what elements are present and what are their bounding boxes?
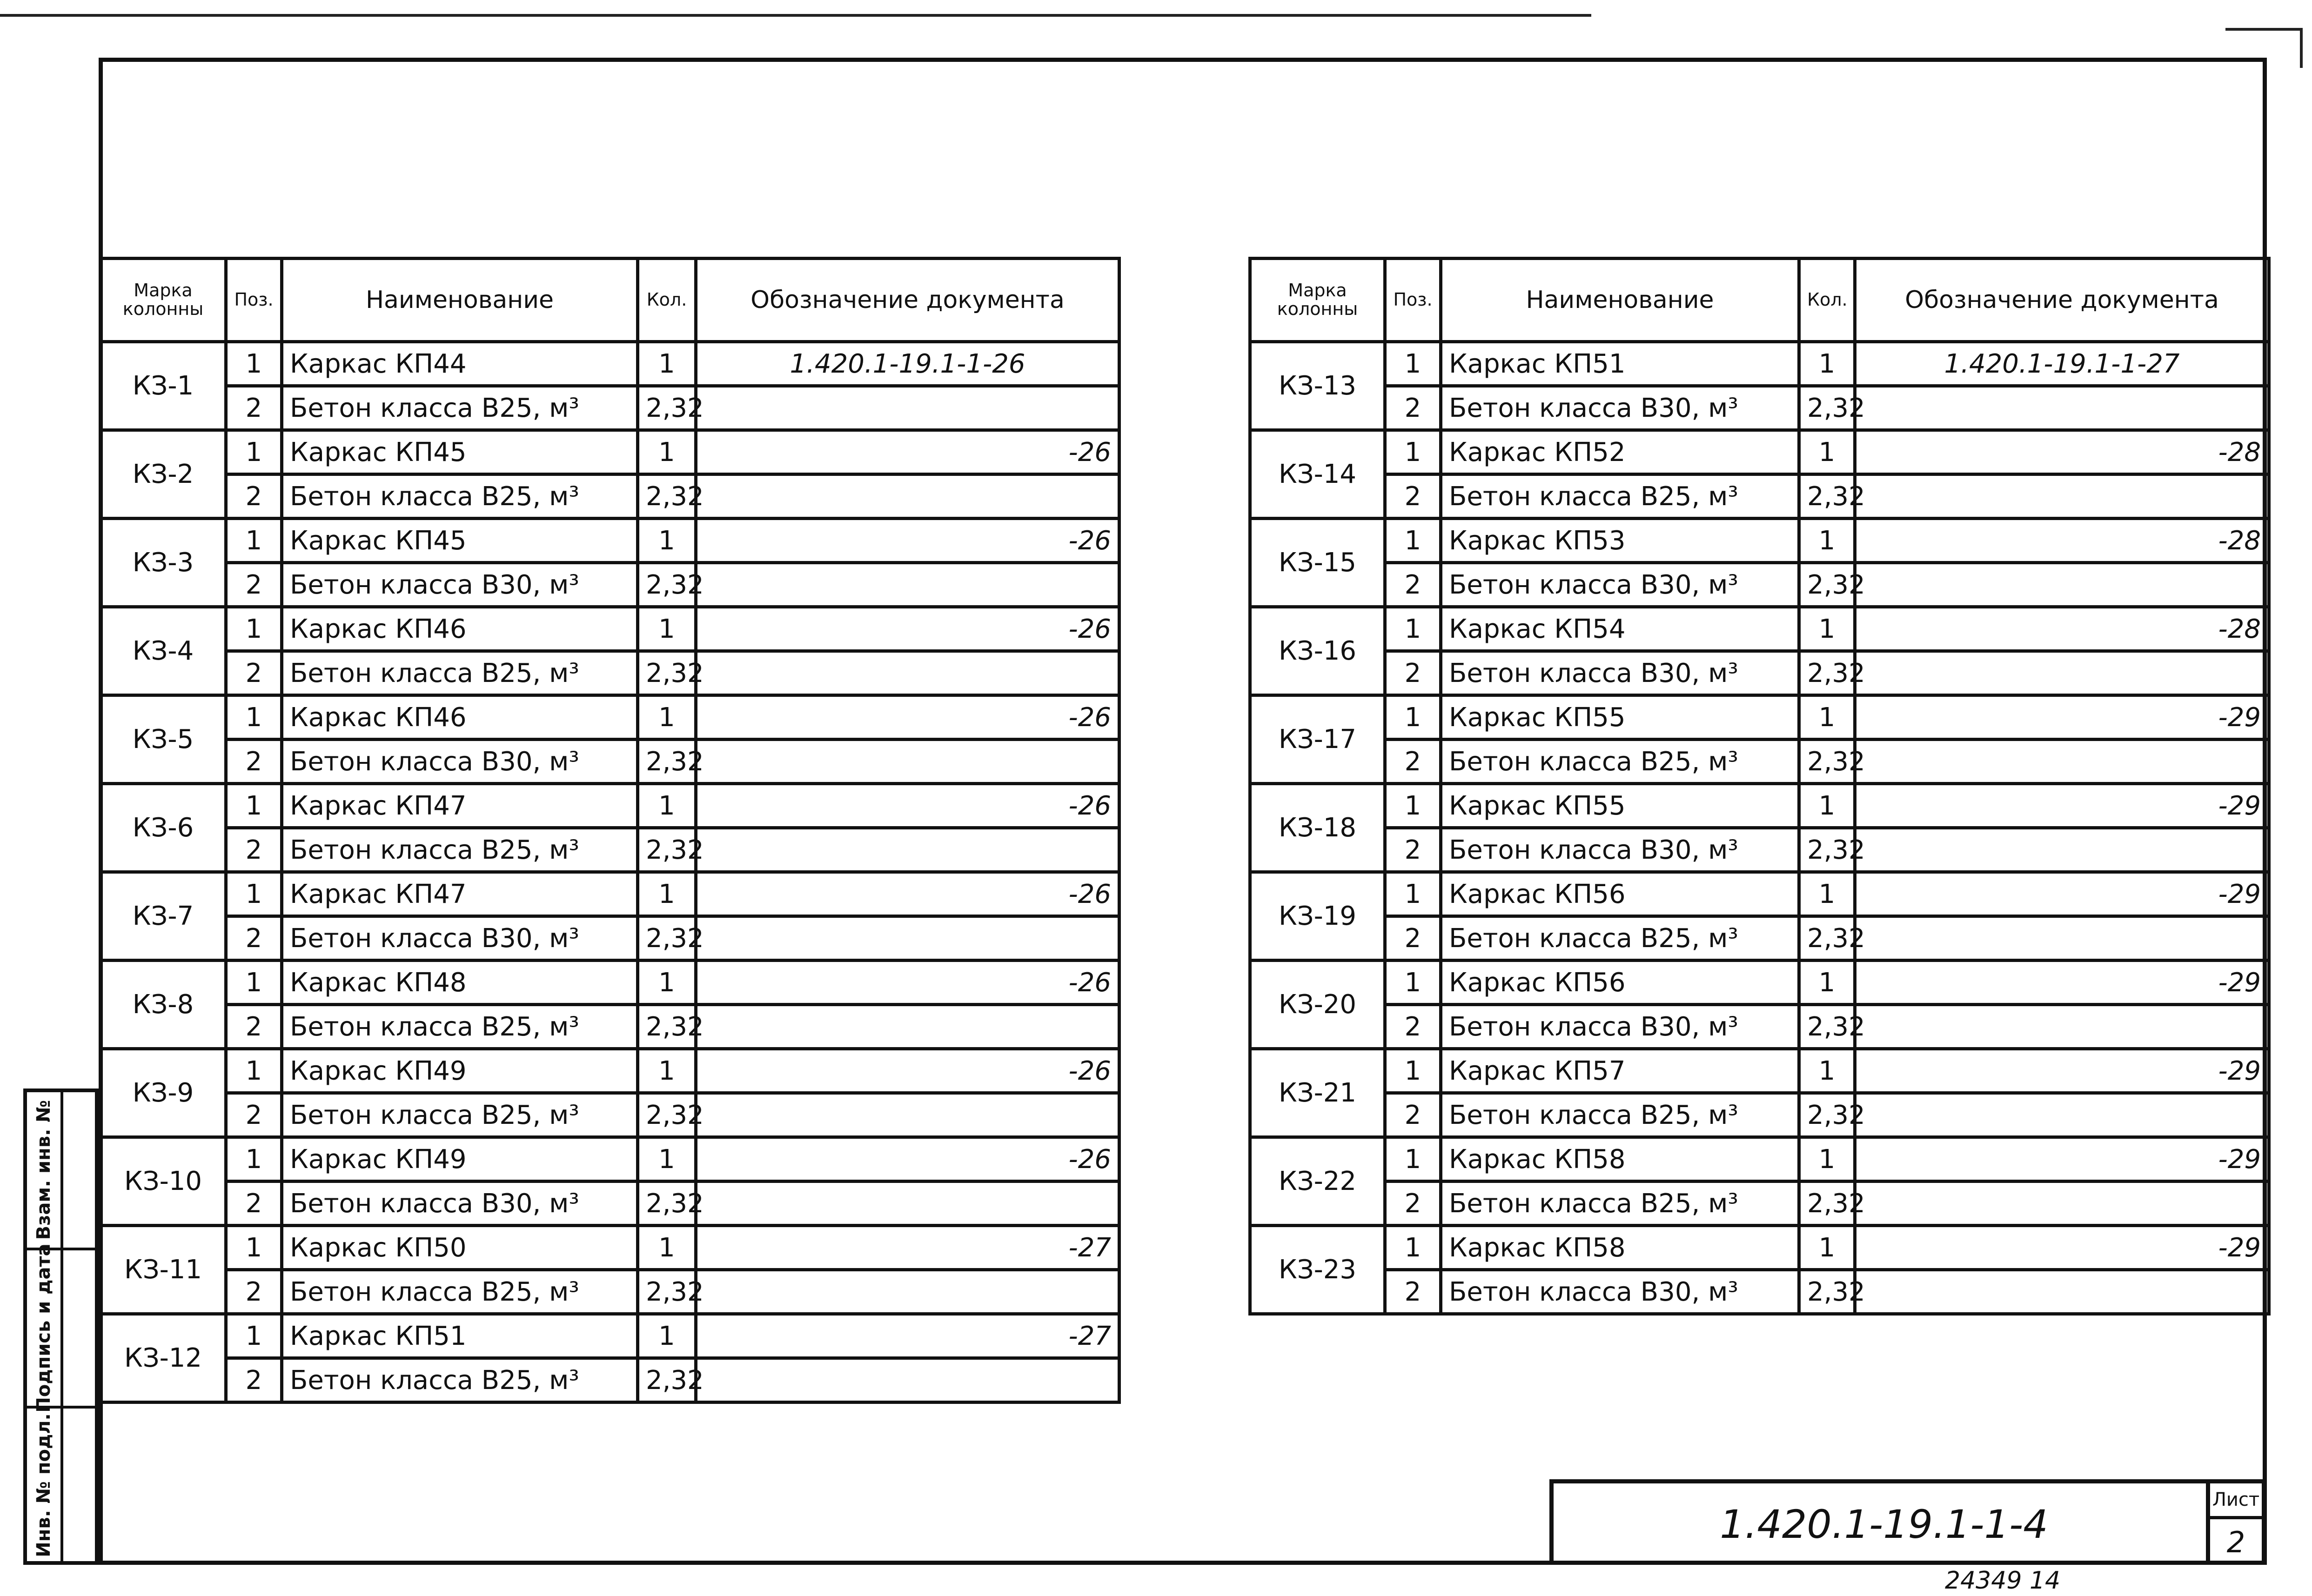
document-designation: -29 <box>1855 1137 2269 1182</box>
column-mark: КЗ-15 <box>1250 519 1385 607</box>
position-number: 1 <box>226 1226 282 1270</box>
document-designation: -28 <box>1855 519 2269 563</box>
document-designation-empty <box>696 474 1119 519</box>
header-name: Наименование <box>1441 259 1799 342</box>
table-row <box>1250 695 2269 740</box>
document-designation-empty <box>1855 1005 2269 1049</box>
position-number: 1 <box>226 519 282 563</box>
table-row <box>1250 386 2269 430</box>
item-name: Бетон класса В25, м³ <box>1441 916 1799 961</box>
item-name: Каркас КП55 <box>1441 695 1799 740</box>
document-designation: -29 <box>1855 695 2269 740</box>
document-designation: -26 <box>696 519 1119 563</box>
item-quantity: 2,32 <box>1799 1270 1855 1314</box>
item-quantity: 1 <box>638 961 696 1005</box>
item-name: Бетон класса В25, м³ <box>1441 1182 1799 1226</box>
table-row <box>101 695 1119 740</box>
item-quantity: 1 <box>1799 607 1855 651</box>
position-number: 2 <box>1385 916 1441 961</box>
table-row <box>101 342 1119 386</box>
item-name: Бетон класса В25, м³ <box>282 1270 638 1314</box>
sheet-number: 2 <box>2226 1525 2245 1559</box>
position-number: 2 <box>1385 651 1441 695</box>
position-number: 2 <box>1385 474 1441 519</box>
position-number: 1 <box>1385 1226 1441 1270</box>
table-row <box>1250 342 2269 386</box>
item-quantity: 2,32 <box>1799 651 1855 695</box>
item-name: Каркас КП46 <box>282 695 638 740</box>
document-designation: -27 <box>696 1226 1119 1270</box>
document-designation: -27 <box>696 1314 1119 1358</box>
table-row <box>101 1358 1119 1402</box>
column-mark: КЗ-4 <box>101 607 226 695</box>
item-name: Каркас КП52 <box>1441 430 1799 474</box>
position-number: 2 <box>226 740 282 784</box>
table-row <box>101 1182 1119 1226</box>
column-mark: КЗ-22 <box>1250 1137 1385 1226</box>
item-quantity: 1 <box>1799 1226 1855 1270</box>
document-designation: -26 <box>696 784 1119 828</box>
position-number: 2 <box>1385 1005 1441 1049</box>
table-row <box>101 872 1119 916</box>
side-cell-inv-original <box>27 1409 95 1562</box>
item-quantity: 2,32 <box>1799 1005 1855 1049</box>
item-name: Каркас КП56 <box>1441 872 1799 916</box>
item-name: Каркас КП50 <box>282 1226 638 1270</box>
item-name: Бетон класса В25, м³ <box>1441 740 1799 784</box>
item-quantity: 1 <box>1799 961 1855 1005</box>
position-number: 2 <box>226 1005 282 1049</box>
position-number: 1 <box>1385 872 1441 916</box>
table-row <box>1250 519 2269 563</box>
position-number: 1 <box>226 961 282 1005</box>
item-quantity: 1 <box>1799 695 1855 740</box>
table-row <box>1250 474 2269 519</box>
document-designation-empty <box>1855 1270 2269 1314</box>
column-mark: КЗ-9 <box>101 1049 226 1137</box>
item-quantity: 2,32 <box>638 1270 696 1314</box>
item-quantity: 1 <box>638 430 696 474</box>
item-name: Каркас КП49 <box>282 1137 638 1182</box>
table-row <box>101 1226 1119 1270</box>
position-number: 1 <box>226 607 282 651</box>
column-mark: КЗ-5 <box>101 695 226 784</box>
item-quantity: 2,32 <box>638 828 696 872</box>
document-designation-empty <box>1855 651 2269 695</box>
table-row <box>101 430 1119 474</box>
position-number: 2 <box>1385 828 1441 872</box>
side-strip <box>23 1088 99 1565</box>
document-designation-empty <box>1855 828 2269 872</box>
item-quantity: 2,32 <box>1799 916 1855 961</box>
item-name: Каркас КП53 <box>1441 519 1799 563</box>
table-row <box>1250 1137 2269 1182</box>
position-number: 2 <box>1385 1270 1441 1314</box>
item-quantity: 2,32 <box>1799 828 1855 872</box>
table-row <box>101 1137 1119 1182</box>
document-designation: -26 <box>696 695 1119 740</box>
item-name: Бетон класса В25, м³ <box>1441 1093 1799 1137</box>
table-row <box>1250 1093 2269 1137</box>
table-row <box>1250 430 2269 474</box>
inv-replace-label: Взам. инв. № <box>33 1100 54 1240</box>
table-row <box>1250 1270 2269 1314</box>
sheet-label: Лист <box>2210 1483 2262 1519</box>
position-number: 1 <box>226 1314 282 1358</box>
position-number: 1 <box>1385 607 1441 651</box>
column-mark: КЗ-20 <box>1250 961 1385 1049</box>
item-quantity: 2,32 <box>638 474 696 519</box>
position-number: 2 <box>1385 1093 1441 1137</box>
position-number: 1 <box>1385 695 1441 740</box>
column-mark: КЗ-10 <box>101 1137 226 1226</box>
column-mark: КЗ-2 <box>101 430 226 519</box>
item-quantity: 2,32 <box>1799 563 1855 607</box>
header-name: Наименование <box>282 259 638 342</box>
document-designation-empty <box>1855 1182 2269 1226</box>
item-name: Каркас КП51 <box>282 1314 638 1358</box>
column-mark: КЗ-17 <box>1250 695 1385 784</box>
table-row <box>1250 607 2269 651</box>
document-designation: -26 <box>696 430 1119 474</box>
header-doc: Обозначение документа <box>1855 259 2269 342</box>
position-number: 2 <box>226 828 282 872</box>
table-row <box>1250 828 2269 872</box>
column-mark: КЗ-3 <box>101 519 226 607</box>
position-number: 2 <box>226 916 282 961</box>
document-designation-empty <box>1855 1093 2269 1137</box>
item-quantity: 1 <box>638 1226 696 1270</box>
header-qty: Кол. <box>638 259 696 342</box>
table-row <box>101 1049 1119 1093</box>
item-quantity: 1 <box>638 342 696 386</box>
item-name: Бетон класса В30, м³ <box>1441 1270 1799 1314</box>
document-designation: 1.420.1-19.1-1-27 <box>1855 342 2269 386</box>
position-number: 2 <box>226 651 282 695</box>
document-designation: -29 <box>1855 872 2269 916</box>
position-number: 1 <box>1385 784 1441 828</box>
item-name: Бетон класса В25, м³ <box>282 1005 638 1049</box>
side-cell-signature <box>27 1243 95 1413</box>
item-name: Каркас КП56 <box>1441 961 1799 1005</box>
position-number: 1 <box>226 695 282 740</box>
document-designation-empty <box>1855 386 2269 430</box>
item-name: Бетон класса В25, м³ <box>282 1358 638 1402</box>
position-number: 2 <box>226 1358 282 1402</box>
position-number: 1 <box>1385 1137 1441 1182</box>
table-row <box>101 519 1119 563</box>
document-designation-empty <box>696 1005 1119 1049</box>
item-quantity: 1 <box>1799 1137 1855 1182</box>
document-designation: -26 <box>696 872 1119 916</box>
position-number: 2 <box>226 563 282 607</box>
item-quantity: 1 <box>638 1314 696 1358</box>
position-number: 1 <box>226 1049 282 1093</box>
column-mark: КЗ-11 <box>101 1226 226 1314</box>
item-name: Бетон класса В25, м³ <box>282 651 638 695</box>
column-mark: КЗ-19 <box>1250 872 1385 961</box>
item-quantity: 1 <box>638 1137 696 1182</box>
document-designation-empty <box>1855 740 2269 784</box>
inv-original-label: Инв. № подл. <box>33 1413 54 1557</box>
item-quantity: 2,32 <box>1799 1182 1855 1226</box>
column-mark: КЗ-14 <box>1250 430 1385 519</box>
column-mark: КЗ-1 <box>101 342 226 430</box>
position-number: 1 <box>226 430 282 474</box>
document-designation: -26 <box>696 1137 1119 1182</box>
table-row <box>101 474 1119 519</box>
position-number: 2 <box>226 386 282 430</box>
document-designation: -29 <box>1855 961 2269 1005</box>
table-row <box>101 740 1119 784</box>
table-row <box>101 607 1119 651</box>
document-designation: -28 <box>1855 607 2269 651</box>
document-designation-empty <box>696 386 1119 430</box>
item-name: Бетон класса В30, м³ <box>282 563 638 607</box>
table-row <box>1250 1182 2269 1226</box>
document-designation-empty <box>696 1182 1119 1226</box>
item-name: Бетон класса В30, м³ <box>282 916 638 961</box>
table-row <box>101 563 1119 607</box>
right-table-body <box>1250 342 2269 1314</box>
document-designation: -28 <box>1855 430 2269 474</box>
document-designation-empty <box>696 563 1119 607</box>
left-spec-table <box>99 257 1121 1404</box>
item-name: Бетон класса В25, м³ <box>282 828 638 872</box>
table-row <box>101 1005 1119 1049</box>
table-row <box>1250 1049 2269 1093</box>
table-row <box>101 961 1119 1005</box>
item-quantity: 1 <box>1799 342 1855 386</box>
table-row <box>101 916 1119 961</box>
document-designation-empty <box>696 828 1119 872</box>
table-row <box>101 1314 1119 1358</box>
table-row <box>1250 872 2269 916</box>
item-name: Бетон класса В30, м³ <box>282 740 638 784</box>
item-name: Бетон класса В25, м³ <box>282 474 638 519</box>
title-stamp <box>1549 1479 2266 1565</box>
table-row <box>1250 961 2269 1005</box>
document-code: 1.420.1-19.1-1-4 <box>1720 1501 2048 1547</box>
column-mark: КЗ-13 <box>1250 342 1385 430</box>
position-number: 2 <box>226 1093 282 1137</box>
column-mark: КЗ-16 <box>1250 607 1385 695</box>
document-designation-empty <box>696 1270 1119 1314</box>
document-designation-empty <box>696 651 1119 695</box>
position-number: 1 <box>226 342 282 386</box>
document-designation-empty <box>1855 474 2269 519</box>
item-quantity: 2,32 <box>1799 474 1855 519</box>
item-quantity: 1 <box>1799 519 1855 563</box>
document-designation: -26 <box>696 607 1119 651</box>
item-quantity: 1 <box>638 519 696 563</box>
item-name: Каркас КП54 <box>1441 607 1799 651</box>
position-number: 2 <box>226 1182 282 1226</box>
position-number: 2 <box>1385 1182 1441 1226</box>
document-designation-empty <box>696 740 1119 784</box>
table-row <box>1250 651 2269 695</box>
item-quantity: 2,32 <box>1799 740 1855 784</box>
column-mark: КЗ-12 <box>101 1314 226 1402</box>
item-name: Бетон класса В30, м³ <box>1441 1005 1799 1049</box>
item-quantity: 2,32 <box>638 563 696 607</box>
column-mark: КЗ-6 <box>101 784 226 872</box>
item-quantity: 2,32 <box>638 651 696 695</box>
top-border-line <box>0 14 1591 17</box>
item-quantity: 1 <box>1799 872 1855 916</box>
item-quantity: 2,32 <box>638 916 696 961</box>
table-row <box>1250 784 2269 828</box>
item-name: Каркас КП57 <box>1441 1049 1799 1093</box>
document-designation-empty <box>1855 563 2269 607</box>
item-name: Каркас КП45 <box>282 430 638 474</box>
item-name: Каркас КП45 <box>282 519 638 563</box>
position-number: 1 <box>1385 430 1441 474</box>
document-designation: -26 <box>696 1049 1119 1093</box>
document-designation-empty <box>1855 916 2269 961</box>
header-pos: Поз. <box>1385 259 1441 342</box>
position-number: 1 <box>1385 519 1441 563</box>
position-number: 2 <box>226 474 282 519</box>
position-number: 1 <box>226 1137 282 1182</box>
item-quantity: 2,32 <box>1799 386 1855 430</box>
document-designation: 1.420.1-19.1-1-26 <box>696 342 1119 386</box>
position-number: 2 <box>1385 740 1441 784</box>
item-name: Бетон класса В25, м³ <box>282 1093 638 1137</box>
header-mark: Марка колонны <box>101 259 226 342</box>
position-number: 2 <box>1385 386 1441 430</box>
column-mark: КЗ-21 <box>1250 1049 1385 1137</box>
table-row <box>1250 563 2269 607</box>
item-name: Каркас КП51 <box>1441 342 1799 386</box>
right-spec-table <box>1248 257 2271 1316</box>
table-row <box>101 1093 1119 1137</box>
column-mark: КЗ-8 <box>101 961 226 1049</box>
document-designation: -29 <box>1855 1049 2269 1093</box>
position-number: 1 <box>1385 1049 1441 1093</box>
sheet-box <box>2206 1483 2262 1565</box>
item-quantity: 1 <box>1799 1049 1855 1093</box>
item-quantity: 2,32 <box>638 1358 696 1402</box>
side-cell-inv-replace <box>27 1092 95 1250</box>
item-name: Каркас КП46 <box>282 607 638 651</box>
item-quantity: 2,32 <box>638 1093 696 1137</box>
item-quantity: 2,32 <box>638 1182 696 1226</box>
item-quantity: 1 <box>638 784 696 828</box>
item-name: Каркас КП47 <box>282 784 638 828</box>
position-number: 1 <box>226 872 282 916</box>
position-number: 1 <box>1385 342 1441 386</box>
item-quantity: 1 <box>638 872 696 916</box>
item-quantity: 1 <box>638 607 696 651</box>
item-name: Бетон класса В25, м³ <box>282 386 638 430</box>
position-number: 2 <box>226 1270 282 1314</box>
table-row <box>101 1270 1119 1314</box>
item-name: Бетон класса В30, м³ <box>1441 651 1799 695</box>
item-name: Бетон класса В30, м³ <box>1441 386 1799 430</box>
header-qty: Кол. <box>1799 259 1855 342</box>
item-quantity: 1 <box>1799 430 1855 474</box>
item-name: Бетон класса В25, м³ <box>1441 474 1799 519</box>
position-number: 2 <box>1385 563 1441 607</box>
item-quantity: 2,32 <box>638 386 696 430</box>
item-quantity: 1 <box>638 695 696 740</box>
column-mark: КЗ-23 <box>1250 1226 1385 1314</box>
table-row <box>101 651 1119 695</box>
item-name: Бетон класса В30, м³ <box>1441 563 1799 607</box>
item-quantity: 1 <box>638 1049 696 1093</box>
item-name: Каркас КП48 <box>282 961 638 1005</box>
table-row <box>1250 916 2269 961</box>
item-name: Каркас КП49 <box>282 1049 638 1093</box>
table-row <box>1250 740 2269 784</box>
table-row <box>101 784 1119 828</box>
item-name: Каркас КП58 <box>1441 1226 1799 1270</box>
document-designation-empty <box>696 1093 1119 1137</box>
left-header-row <box>101 259 1119 342</box>
header-mark: Марка колонны <box>1250 259 1385 342</box>
item-name: Бетон класса В30, м³ <box>282 1182 638 1226</box>
document-designation-empty <box>696 916 1119 961</box>
left-table-body <box>101 342 1119 1402</box>
document-designation: -29 <box>1855 1226 2269 1270</box>
table-row <box>101 386 1119 430</box>
document-designation-empty <box>696 1358 1119 1402</box>
item-name: Каркас КП47 <box>282 872 638 916</box>
signature-date-label: Подпись и дата <box>33 1243 54 1413</box>
header-doc: Обозначение документа <box>696 259 1119 342</box>
position-number: 1 <box>1385 961 1441 1005</box>
position-number: 1 <box>226 784 282 828</box>
item-quantity: 2,32 <box>1799 1093 1855 1137</box>
column-mark: КЗ-7 <box>101 872 226 961</box>
table-row <box>1250 1005 2269 1049</box>
document-designation: -29 <box>1855 784 2269 828</box>
item-quantity: 1 <box>1799 784 1855 828</box>
item-name: Бетон класса В30, м³ <box>1441 828 1799 872</box>
archive-number: 24349 14 <box>1945 1567 2061 1595</box>
item-name: Каркас КП44 <box>282 342 638 386</box>
right-header-row <box>1250 259 2269 342</box>
item-name: Каркас КП58 <box>1441 1137 1799 1182</box>
table-row <box>1250 1226 2269 1270</box>
header-pos: Поз. <box>226 259 282 342</box>
item-name: Каркас КП55 <box>1441 784 1799 828</box>
column-mark: КЗ-18 <box>1250 784 1385 872</box>
document-designation: -26 <box>696 961 1119 1005</box>
item-quantity: 2,32 <box>638 1005 696 1049</box>
item-quantity: 2,32 <box>638 740 696 784</box>
table-row <box>101 828 1119 872</box>
